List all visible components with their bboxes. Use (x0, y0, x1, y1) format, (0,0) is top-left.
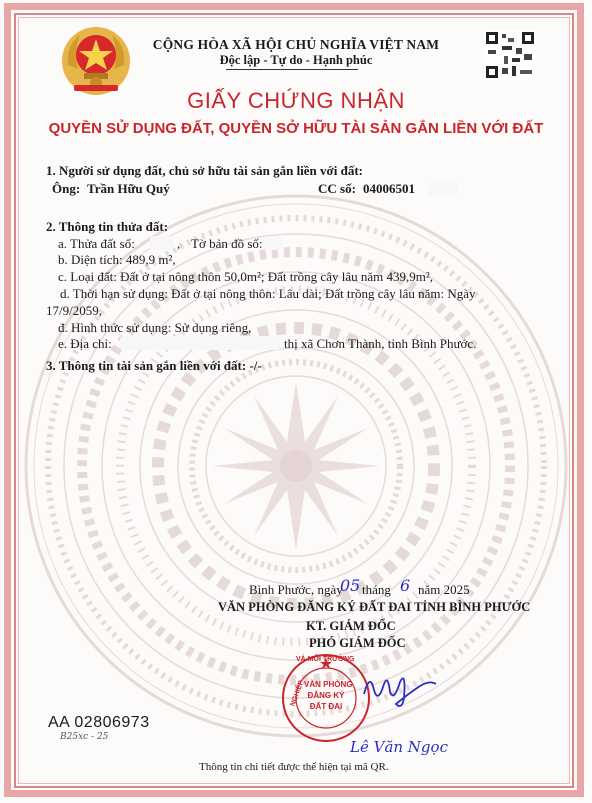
address-value: thị xã Chơn Thành, tỉnh Bình Phước. (284, 336, 477, 351)
area-line: b. Diện tích: 489,9 m², (58, 252, 176, 267)
section2-heading: 2. Thông tin thửa đất: (46, 219, 169, 234)
id-value: 04006501 (363, 181, 415, 196)
stamp-ring-top: VÀ MÔI TRƯỜNG (296, 656, 355, 663)
national-motto: Độc lập - Tự do - Hạnh phúc (219, 53, 373, 67)
signing-year: năm 2025 (418, 582, 470, 597)
parcel-separator: , (177, 236, 181, 251)
id-label: CC số: (318, 181, 356, 196)
certificate-subtitle: QUYỀN SỬ DỤNG ĐẤT, QUYỀN SỞ HỮU TÀI SẢN GẮN LIỀN VỚI ĐẤT (48, 120, 544, 137)
deputy-director: PHÓ GIÁM ĐỐC (309, 636, 406, 650)
certificate-title: GIẤY CHỨNG NHẬN (187, 88, 405, 113)
signer-name: Lê Văn Ngọc (350, 738, 448, 756)
stamp-center-line1: VĂN PHÒNG (304, 680, 353, 689)
handwritten-signature (360, 664, 440, 712)
usage-form-line: đ. Hình thức sử dụng: Sử dụng riêng, (58, 320, 252, 335)
motto-underline (226, 69, 358, 70)
signing-place-date-prefix: Bình Phước, ngày (249, 582, 343, 597)
redaction (428, 181, 458, 196)
kt-director: KT. GIÁM ĐỐC (306, 619, 396, 633)
stamp-center-line2: ĐĂNG KÝ (307, 691, 345, 700)
handwritten-note: B25xc - 25 (60, 732, 109, 742)
stamp-center-line3: ĐẤT ĐAI (309, 702, 343, 711)
signing-day: 05 (340, 576, 361, 595)
nation-title: CỘNG HÒA XÃ HỘI CHỦ NGHĨA VIỆT NAM (152, 37, 440, 52)
stamp-ring-left: NGHIỆP (289, 679, 306, 708)
section1-heading: 1. Người sử dụng đất, chủ sở hữu tài sản gắn liền với đất: (46, 163, 363, 178)
signing-month: 6 (400, 576, 411, 595)
parcel-label: a. Thửa đất số: (58, 236, 135, 251)
map-sheet-label: Tờ bản đồ số: (191, 236, 263, 251)
issuing-office: VĂN PHÒNG ĐĂNG KÝ ĐẤT ĐAI TỈNH BÌNH PHƯỚC (218, 600, 531, 614)
owner-label: Ông: (52, 181, 81, 196)
address-label: e. Địa chỉ: (58, 336, 112, 351)
signing-month-label: tháng (362, 582, 391, 597)
qr-footnote: Thông tin chi tiết được thể hiện tại mã QR. (199, 761, 389, 773)
land-type-line: c. Loại đất: Đất ở tại nông thôn 50,0m²; Đất trồng cây lâu năm 439,9m², (58, 269, 433, 284)
owner-name: Trần Hữu Quý (87, 181, 170, 196)
redaction (264, 236, 282, 250)
duration-date: 17/9/2059, (46, 303, 102, 318)
redaction (150, 236, 174, 250)
serial-number: AA 02806973 (48, 714, 150, 731)
duration-line: d. Thời hạn sử dụng: Đất ở tại nông thôn: Lâu dài; Đất trồng cây lâu năm: Ngày (60, 286, 476, 301)
section3-heading: 3. Thông tin tài sản gắn liền với đất: -/- (46, 358, 262, 373)
redaction (120, 336, 280, 350)
